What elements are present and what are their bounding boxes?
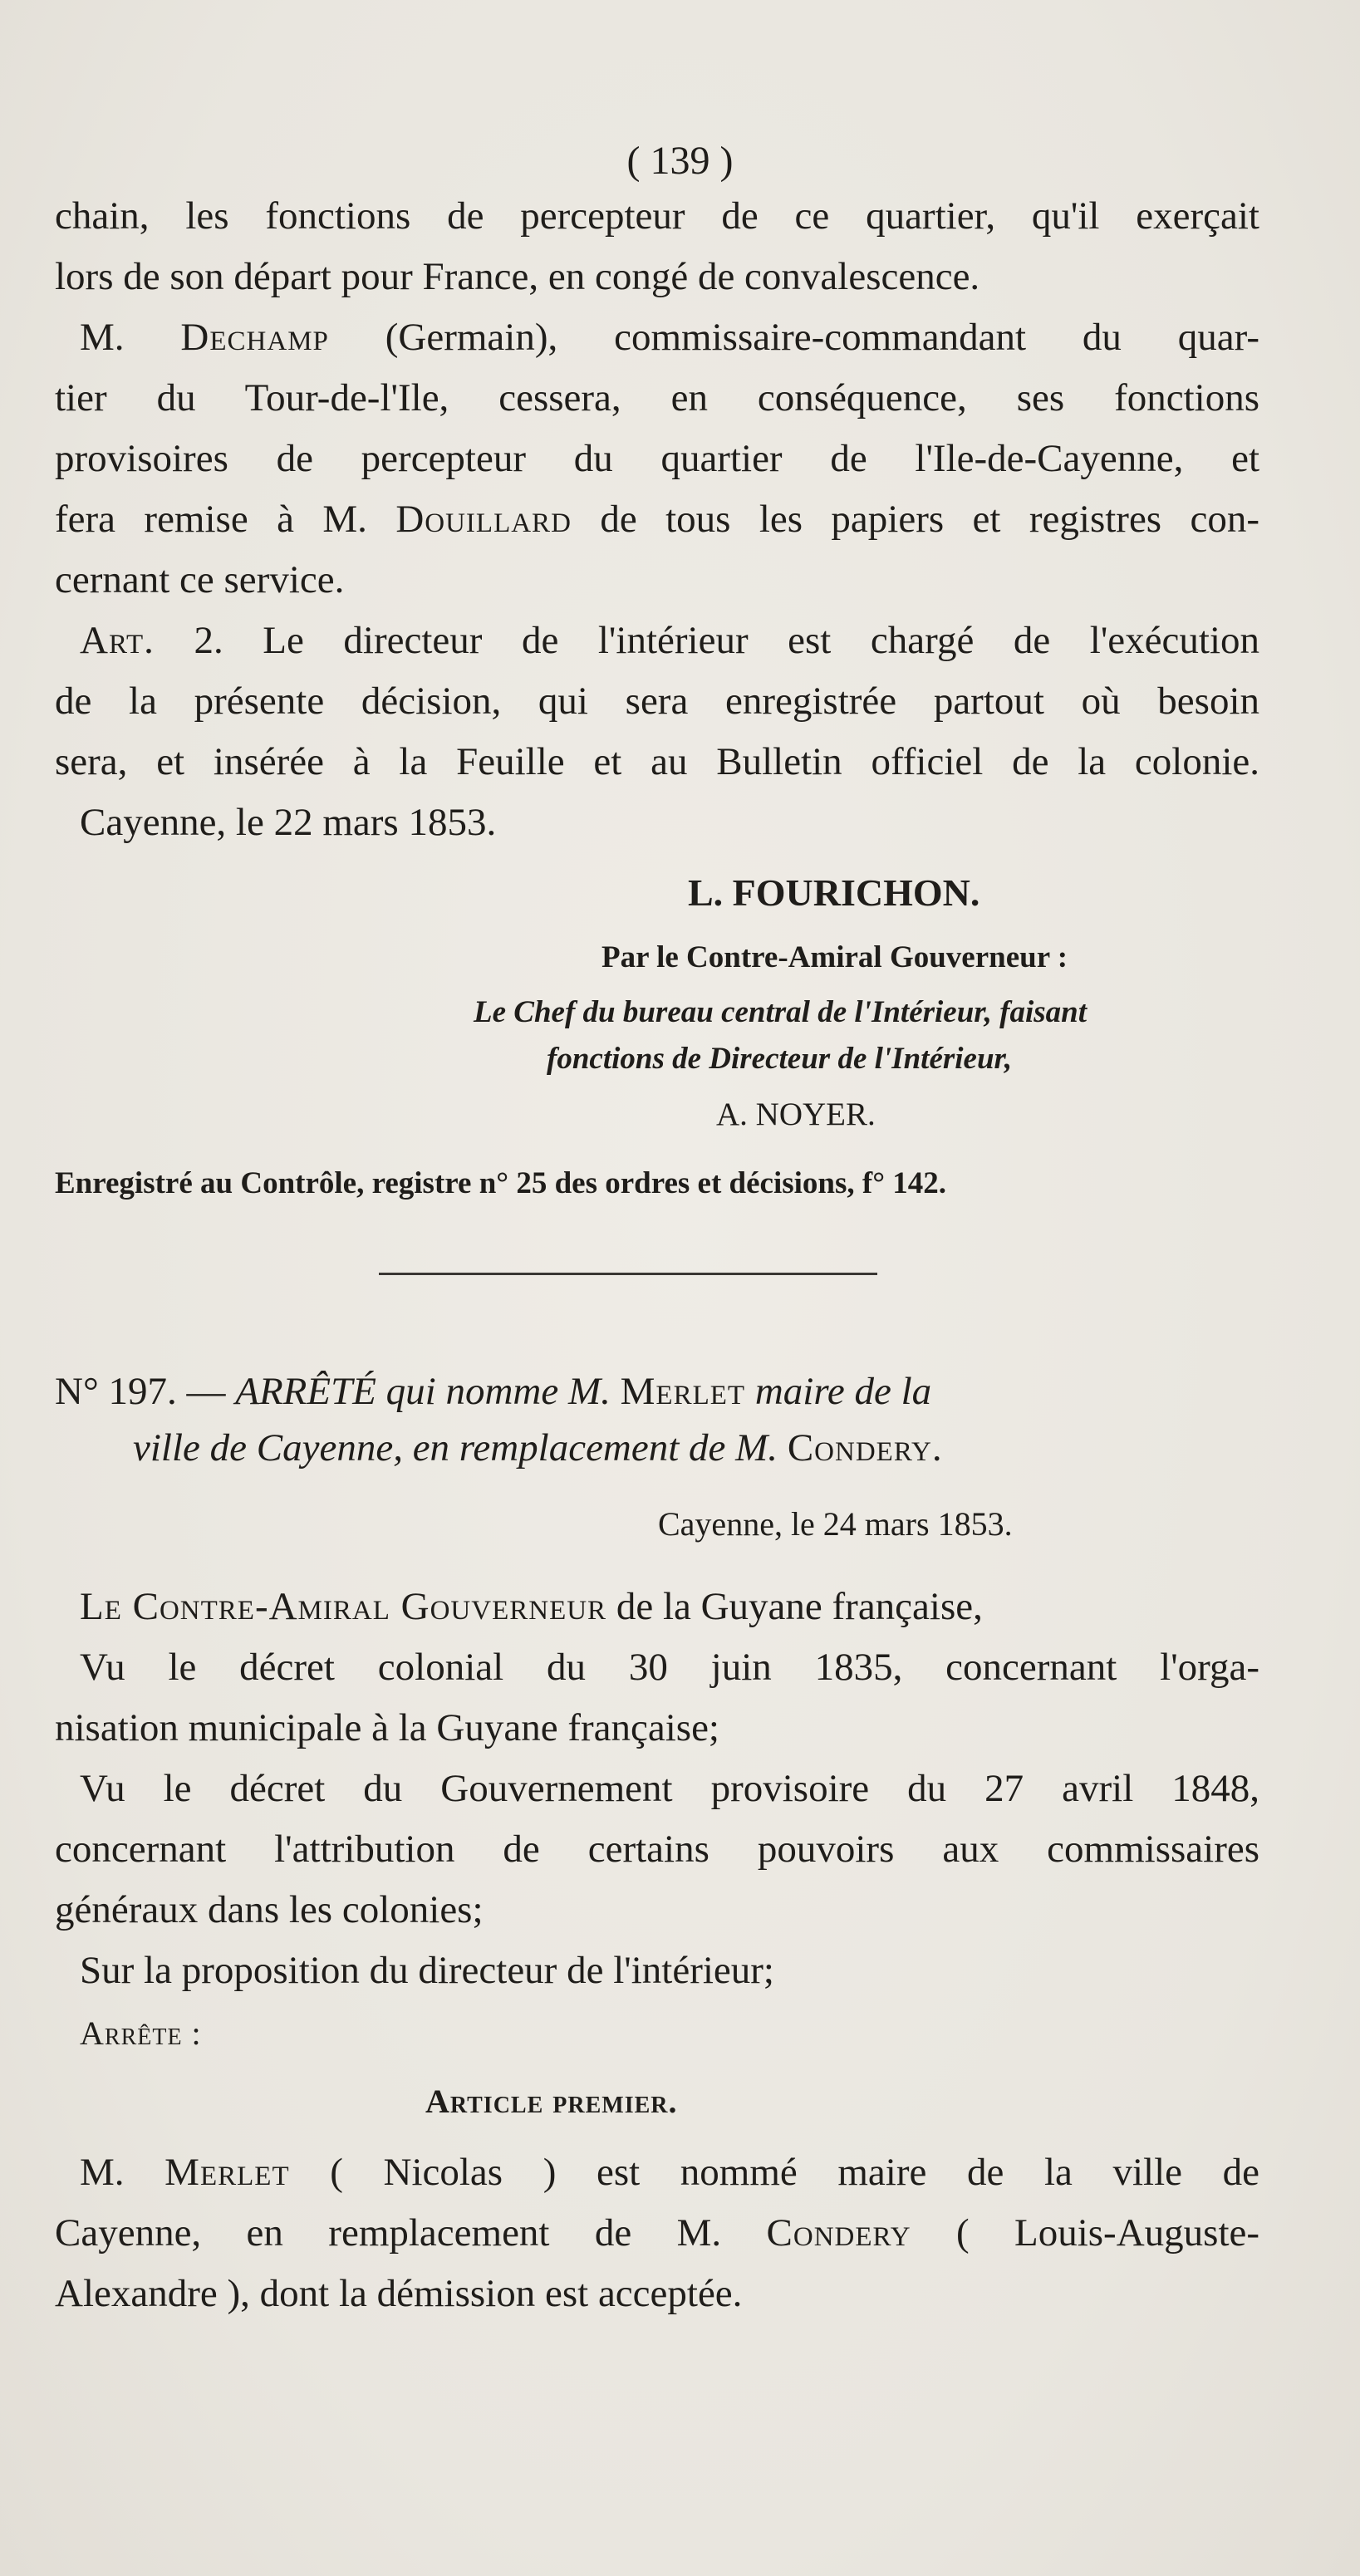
le-contre-amiral-line xyxy=(80,1587,983,1627)
para2-line4 xyxy=(55,500,1259,539)
heading-line-1 xyxy=(55,1372,931,1411)
final-line1 xyxy=(80,2153,1259,2192)
le-contre-amiral-caps: Le Contre-Amiral Gouverneur xyxy=(80,1585,607,1628)
para2-line4-pre: fera remise à M. xyxy=(55,498,367,541)
final-line2 xyxy=(55,2211,1260,2255)
para2-line3: provisoires de percepteur du quartier de l'Ile-de-Cayenne, et xyxy=(55,437,1259,480)
signature-fourichon: L. FOURICHON. xyxy=(688,871,980,914)
heading-number: N° 197. — xyxy=(55,1370,226,1413)
name-condery: Condery xyxy=(766,2211,911,2255)
sur-la-proposition: Sur la proposition du directeur de l'intérieur; xyxy=(80,1949,774,1992)
name-douillard: Douillard xyxy=(395,498,572,541)
chef-line-1: Le Chef du bureau central de l'Intérieur, faisant xyxy=(474,995,1088,1029)
para2-line1-rest: (Germain), commissaire-commandant du quar- xyxy=(385,316,1260,359)
para2-m: M. xyxy=(80,316,125,359)
name-merlet: Merlet xyxy=(164,2151,290,2194)
para2-line4-rest: de tous les papiers et registres con- xyxy=(600,498,1260,541)
heading-line-2 xyxy=(133,1426,942,1470)
dateline-2: Cayenne, le 24 mars 1853. xyxy=(658,1505,1013,1543)
para1-line2: lors de son départ pour France, en congé de convalescence. xyxy=(55,255,980,298)
para3-line1 xyxy=(80,621,1259,660)
vu2-line2: concernant l'attribution de certains pouvoirs aux commissaires xyxy=(55,1828,1259,1871)
page-number: ( 139 ) xyxy=(626,139,734,183)
para3-line1-rest: 2. Le directeur de l'intérieur est chargé de l'exécution xyxy=(194,619,1259,662)
heading-period: . xyxy=(931,1426,942,1470)
article-premier: Article premier. xyxy=(425,2083,678,2120)
final-line1-rest: ( Nicolas ) est nommé maire de la ville de xyxy=(330,2151,1260,2194)
heading-line2-text: ville de Cayenne, en remplacement de M. xyxy=(133,1426,778,1470)
final-line3: Alexandre ), dont la démission est acceptée. xyxy=(55,2272,743,2315)
para2-line2: tier du Tour-de-l'Ile, cessera, en conséquence, ses fonctions xyxy=(55,376,1259,420)
vu2-line3: généraux dans les colonies; xyxy=(55,1888,484,1931)
para3-line3: sera, et insérée à la Feuille et au Bulletin officiel de la colonie. xyxy=(55,740,1259,783)
final-line2-pre: Cayenne, en remplacement de M. xyxy=(55,2211,722,2255)
para3-line2: de la présente décision, qui sera enregistrée partout où besoin xyxy=(55,680,1259,723)
name-condery-heading: Condery xyxy=(787,1426,932,1470)
vu1-line1: Vu le décret colonial du 30 juin 1835, concernant l'orga- xyxy=(80,1646,1259,1689)
art-label: Art. xyxy=(80,619,155,662)
name-dechamp: Dechamp xyxy=(180,316,329,359)
chef-line-2: fonctions de Directeur de l'Intérieur, xyxy=(547,1042,1013,1076)
heading-title-a: ARRÊTÉ qui nomme M. xyxy=(235,1370,611,1413)
para2-line5: cernant ce service. xyxy=(55,558,345,601)
le-contre-amiral-rest: de la Guyane française, xyxy=(616,1585,983,1628)
enregistre-line: Enregistré au Contrôle, registre n° 25 des ordres et décisions, f° 142. xyxy=(55,1166,947,1200)
vu2-line1: Vu le décret du Gouvernement provisoire du 27 avril 1848, xyxy=(80,1767,1259,1810)
arrete-label: Arrête : xyxy=(80,2014,202,2052)
dateline-1: Cayenne, le 22 mars 1853. xyxy=(80,801,497,844)
par-le-contre-amiral: Par le Contre-Amiral Gouverneur : xyxy=(601,940,1068,974)
final-m: M. xyxy=(80,2151,125,2194)
para2-line1 xyxy=(80,318,1259,357)
separator-rule xyxy=(379,1273,877,1275)
heading-title-b: maire de la xyxy=(754,1370,932,1413)
vu1-line2: nisation municipale à la Guyane française; xyxy=(55,1706,719,1749)
final-line2-rest: ( Louis-Auguste- xyxy=(955,2211,1260,2255)
name-merlet-heading: Merlet xyxy=(620,1370,746,1413)
signature-noyer: A. NOYER. xyxy=(716,1097,876,1132)
para1-line1: chain, les fonctions de percepteur de ce quartier, qu'il exerçait xyxy=(55,194,1259,238)
